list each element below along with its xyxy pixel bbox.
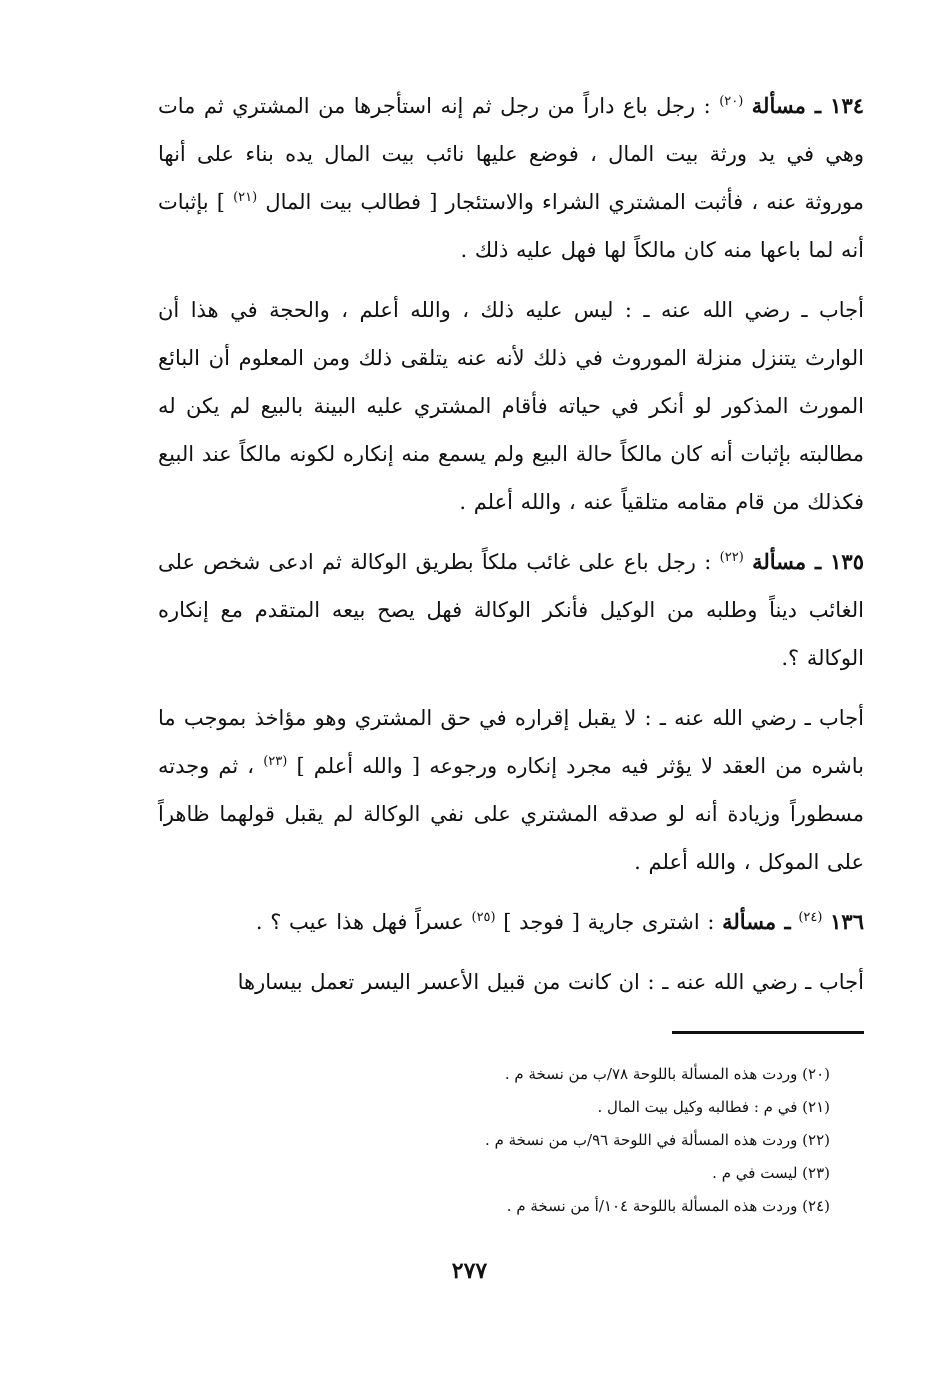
page-number: ٢٧٧ xyxy=(451,1258,488,1284)
footnote-ref[interactable]: (٢٢) xyxy=(719,550,744,565)
question-text: : رجل باع داراً من رجل ثم إنه استأجرها من المشتري ثم مات وهي في يد ورثة بيت المال ، فوضع عليها نائب بيت المال يده بناء على أنها موروثة عنه ، فأثبت المشتري الشراء والاستئجار [ فطالب بيت المال xyxy=(158,94,864,214)
footnote-24: (٢٤) وردت هذه المسألة باللوحة ١٠٤/أ من نسخة م . xyxy=(506,1197,830,1215)
question-136 xyxy=(158,898,864,946)
answer-heading: أجاب ـ رضي الله عنه ـ : xyxy=(624,298,864,322)
footnote-ref[interactable]: (٢٥) xyxy=(471,910,496,925)
footnote-21: (٢١) في م : فطالبه وكيل بيت المال . xyxy=(597,1098,830,1116)
question-heading: ١٣٦ xyxy=(830,909,864,934)
answer-heading: أجاب ـ رضي الله عنه ـ : xyxy=(647,970,864,994)
question-134 xyxy=(158,82,864,274)
question-135 xyxy=(158,538,864,682)
answer-text: ، ثم وجدته مسطوراً وزيادة أنه لو صدقه المشتري على نفي الوكالة لم يقبل قولهما ظاهراً على الموكل ، والله أعلم . xyxy=(158,754,864,874)
footnote-23: (٢٣) ليست في م . xyxy=(712,1164,830,1182)
question-text: ] بإثبات أنه لما باعها منه كان مالكاً لها فهل عليه ذلك . xyxy=(158,190,864,262)
answer-text: ان كانت من قبيل الأعسر اليسر تعمل بيسارها xyxy=(237,970,640,994)
footnote-divider xyxy=(672,1031,864,1034)
answer-text: ليس عليه ذلك ، والله أعلم ، والحجة في هذا أن الوارث يتنزل منزلة الموروث في ذلك لأنه عنه يتلقى ذلك ومن المعلوم أن البائع المورث المذكور لو أنكر في حياته فأقام المشتري عليه البينة بالبيع لم يكن له مطالبته بإثبات أنه كان مالكاً حالة البيع ولم يسمع منه إنكاره لكونه مالكاً عند البيع فكذلك من قام مقامه متلقياً عنه ، والله أعلم . xyxy=(158,298,864,514)
footnote-22: (٢٢) وردت هذه المسألة في اللوحة ٩٦/ب من نسخة م . xyxy=(485,1131,830,1149)
question-heading: ١٣٤ ـ مسألة xyxy=(751,93,865,118)
answer-heading: أجاب ـ رضي الله عنه ـ : xyxy=(644,706,864,730)
main-text xyxy=(158,82,864,1018)
question-heading: ـ مسألة xyxy=(722,909,791,934)
footnote-ref[interactable]: (٢٣) xyxy=(263,754,288,769)
question-heading: ١٣٥ ـ مسألة xyxy=(752,549,864,574)
footnote-ref[interactable]: (٢٠) xyxy=(719,94,744,109)
answer-136 xyxy=(158,958,864,1006)
question-text: : اشترى جارية [ فوجد ] xyxy=(503,910,715,934)
question-text: : رجل باع على غائب ملكاً بطريق الوكالة ثم ادعى شخص على الغائب ديناً وطلبه من الوكيل فأنكر الوكالة فهل يصح بيعه المتقدم مع إنكاره الوكالة ؟. xyxy=(158,550,864,670)
answer-134 xyxy=(158,286,864,526)
answer-135 xyxy=(158,694,864,886)
footnotes xyxy=(300,1058,830,1223)
answer-text: لا يقبل إقراره في حق المشتري وهو مؤاخذ بموجب ما باشره من العقد لا يؤثر فيه مجرد إنكاره ورجوعه [ والله أعلم ] xyxy=(158,706,864,778)
question-text: عسراً فهل هذا عيب ؟ . xyxy=(255,910,464,934)
footnote-ref[interactable]: (٢١) xyxy=(233,190,258,205)
footnote-ref[interactable]: (٢٤) xyxy=(798,910,823,925)
footnote-20: (٢٠) وردت هذه المسألة باللوحة ٧٨/ب من نسخة م . xyxy=(504,1065,830,1083)
